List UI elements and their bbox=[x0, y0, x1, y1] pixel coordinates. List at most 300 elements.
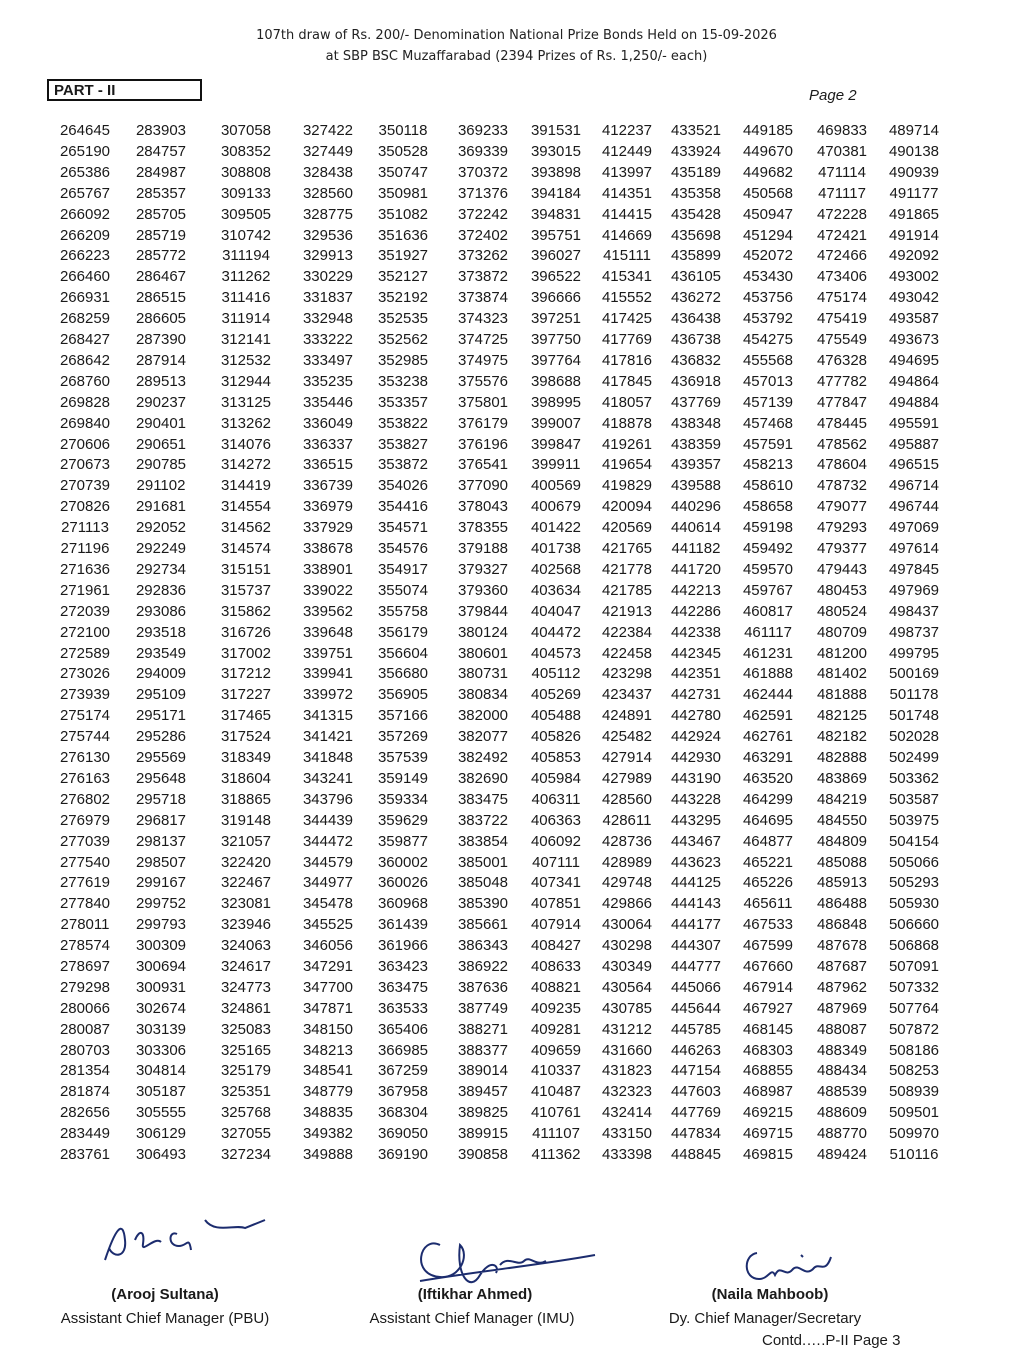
bond-number: 444777 bbox=[670, 958, 722, 975]
bond-number: 457468 bbox=[742, 415, 794, 432]
bond-number: 432323 bbox=[601, 1083, 653, 1100]
bond-number: 494884 bbox=[888, 394, 940, 411]
bond-number: 377090 bbox=[457, 477, 509, 494]
bond-number: 502499 bbox=[888, 749, 940, 766]
bond-number: 295718 bbox=[135, 791, 187, 808]
bond-number: 421778 bbox=[601, 561, 653, 578]
bond-number: 497614 bbox=[888, 540, 940, 557]
bond-number: 317212 bbox=[220, 665, 272, 682]
bond-number: 445066 bbox=[670, 979, 722, 996]
bond-number: 458658 bbox=[742, 498, 794, 515]
bond-number: 490939 bbox=[888, 164, 940, 181]
bond-number: 277039 bbox=[59, 833, 111, 850]
bond-number: 443295 bbox=[670, 812, 722, 829]
bond-number: 339751 bbox=[302, 645, 354, 662]
bond-number: 335235 bbox=[302, 373, 354, 390]
signatory-3-title: Dy. Chief Manager/Secretary bbox=[668, 1310, 862, 1327]
bond-number: 473406 bbox=[816, 268, 868, 285]
bond-number: 508253 bbox=[888, 1062, 940, 1079]
bond-number: 369050 bbox=[377, 1125, 429, 1142]
bond-number: 272589 bbox=[59, 645, 111, 662]
bond-number: 421913 bbox=[601, 603, 653, 620]
bond-number: 475549 bbox=[816, 331, 868, 348]
bond-number: 380731 bbox=[457, 665, 509, 682]
bond-number: 266460 bbox=[59, 268, 111, 285]
bond-number: 336739 bbox=[302, 477, 354, 494]
bond-number: 396522 bbox=[530, 268, 582, 285]
bond-number: 439357 bbox=[670, 456, 722, 473]
bond-number: 293549 bbox=[135, 645, 187, 662]
bond-number: 347871 bbox=[302, 1000, 354, 1017]
bond-number: 429866 bbox=[601, 895, 653, 912]
bond-number: 500169 bbox=[888, 665, 940, 682]
bond-number: 502028 bbox=[888, 728, 940, 745]
bond-number: 280087 bbox=[59, 1021, 111, 1038]
bond-number: 271961 bbox=[59, 582, 111, 599]
bond-number: 452072 bbox=[742, 247, 794, 264]
bond-number: 484550 bbox=[816, 812, 868, 829]
bond-number: 387749 bbox=[457, 1000, 509, 1017]
bond-number: 487969 bbox=[816, 1000, 868, 1017]
bond-number: 417425 bbox=[601, 310, 653, 327]
bond-number: 365406 bbox=[377, 1021, 429, 1038]
bond-number: 506660 bbox=[888, 916, 940, 933]
bond-number: 386343 bbox=[457, 937, 509, 954]
bond-number: 396666 bbox=[530, 289, 582, 306]
bond-number: 336049 bbox=[302, 415, 354, 432]
bond-number: 278011 bbox=[60, 916, 110, 933]
bond-number: 399847 bbox=[530, 436, 582, 453]
bond-number: 325351 bbox=[220, 1083, 272, 1100]
bond-number: 311262 bbox=[221, 268, 271, 285]
bond-number: 292734 bbox=[135, 561, 187, 578]
bond-number: 304814 bbox=[135, 1062, 187, 1079]
bond-number: 336337 bbox=[302, 436, 354, 453]
bond-number: 446263 bbox=[670, 1042, 722, 1059]
bond-number: 436738 bbox=[670, 331, 722, 348]
bond-number: 399911 bbox=[531, 456, 581, 473]
bond-number: 355758 bbox=[377, 603, 429, 620]
bond-number: 383854 bbox=[457, 833, 509, 850]
bond-number: 400679 bbox=[530, 498, 582, 515]
bond-number: 484219 bbox=[816, 791, 868, 808]
signatory-2-name: (Iftikhar Ahmed) bbox=[417, 1286, 533, 1303]
bond-number: 278574 bbox=[59, 937, 111, 954]
bond-number: 505293 bbox=[888, 874, 940, 891]
bond-number: 424891 bbox=[601, 707, 653, 724]
bond-number: 295569 bbox=[135, 749, 187, 766]
bond-number: 471114 bbox=[818, 164, 866, 181]
bond-number: 294009 bbox=[135, 665, 187, 682]
bond-number: 492092 bbox=[888, 247, 940, 264]
bond-number: 467660 bbox=[742, 958, 794, 975]
bond-number: 488434 bbox=[816, 1062, 868, 1079]
bond-number: 481888 bbox=[816, 686, 868, 703]
bond-number: 318604 bbox=[220, 770, 272, 787]
bond-number: 457139 bbox=[742, 394, 794, 411]
bond-number: 393015 bbox=[530, 143, 582, 160]
bond-number: 361966 bbox=[377, 937, 429, 954]
bond-number: 292836 bbox=[135, 582, 187, 599]
continued-note: Contd.….P-II Page 3 bbox=[762, 1332, 901, 1349]
bond-number: 493002 bbox=[888, 268, 940, 285]
bond-number: 276979 bbox=[59, 812, 111, 829]
bond-number: 495591 bbox=[888, 415, 940, 432]
bond-number: 372242 bbox=[457, 206, 509, 223]
bond-number: 336979 bbox=[302, 498, 354, 515]
bond-number: 459767 bbox=[742, 582, 794, 599]
bond-number: 423298 bbox=[601, 665, 653, 682]
bond-number: 428560 bbox=[601, 791, 653, 808]
bond-number: 481200 bbox=[816, 645, 868, 662]
bond-number: 269840 bbox=[59, 415, 111, 432]
bond-number: 405853 bbox=[530, 749, 582, 766]
bond-number: 428611 bbox=[602, 812, 652, 829]
bond-number: 359629 bbox=[377, 812, 429, 829]
bond-number: 376179 bbox=[457, 415, 509, 432]
bond-number: 491865 bbox=[888, 206, 940, 223]
bond-number: 352562 bbox=[377, 331, 429, 348]
bond-number: 379360 bbox=[457, 582, 509, 599]
bond-number: 501178 bbox=[889, 686, 939, 703]
bond-number: 382492 bbox=[457, 749, 509, 766]
bond-number: 451294 bbox=[742, 227, 794, 244]
bond-number: 411362 bbox=[531, 1146, 581, 1163]
bond-number: 290401 bbox=[135, 415, 187, 432]
bond-number: 467599 bbox=[742, 937, 794, 954]
bond-number: 383475 bbox=[457, 791, 509, 808]
bond-number: 265386 bbox=[59, 164, 111, 181]
bond-number: 497969 bbox=[888, 582, 940, 599]
bond-number: 332948 bbox=[302, 310, 354, 327]
bond-number: 314574 bbox=[220, 540, 272, 557]
bond-number: 405826 bbox=[530, 728, 582, 745]
bond-number: 321057 bbox=[220, 833, 272, 850]
bond-number: 277619 bbox=[59, 874, 111, 891]
bond-number: 428989 bbox=[601, 854, 653, 871]
bond-number: 442286 bbox=[670, 603, 722, 620]
bond-number: 440614 bbox=[670, 519, 722, 536]
bond-number: 373872 bbox=[457, 268, 509, 285]
bond-number: 453756 bbox=[742, 289, 794, 306]
bond-number: 306493 bbox=[135, 1146, 187, 1163]
bond-number: 283903 bbox=[135, 122, 187, 139]
bond-number: 285357 bbox=[135, 185, 187, 202]
bond-number: 273939 bbox=[59, 686, 111, 703]
bond-number: 317002 bbox=[220, 645, 272, 662]
bond-number: 339022 bbox=[302, 582, 354, 599]
bond-number: 460817 bbox=[742, 603, 794, 620]
bond-number: 337929 bbox=[302, 519, 354, 536]
bond-number: 325179 bbox=[220, 1062, 272, 1079]
bond-number: 461231 bbox=[742, 645, 794, 662]
bond-number: 389825 bbox=[457, 1104, 509, 1121]
bond-number: 330229 bbox=[302, 268, 354, 285]
bond-number: 389457 bbox=[457, 1083, 509, 1100]
bond-number: 449682 bbox=[742, 164, 794, 181]
bond-number: 436918 bbox=[670, 373, 722, 390]
bond-number: 283761 bbox=[59, 1146, 111, 1163]
bond-number: 488087 bbox=[816, 1021, 868, 1038]
bond-number: 443190 bbox=[670, 770, 722, 787]
bond-number: 410761 bbox=[530, 1104, 582, 1121]
bond-number: 414669 bbox=[601, 227, 653, 244]
bond-number: 287914 bbox=[135, 352, 187, 369]
bond-number: 401422 bbox=[530, 519, 582, 536]
bond-number: 479377 bbox=[816, 540, 868, 557]
bond-number: 488349 bbox=[816, 1042, 868, 1059]
bond-number: 300694 bbox=[135, 958, 187, 975]
bond-number: 417845 bbox=[601, 373, 653, 390]
bond-number: 427914 bbox=[601, 749, 653, 766]
bond-number: 485913 bbox=[816, 874, 868, 891]
bond-number: 276130 bbox=[59, 749, 111, 766]
bond-number: 277840 bbox=[59, 895, 111, 912]
bond-number: 463291 bbox=[742, 749, 794, 766]
bond-number: 400569 bbox=[530, 477, 582, 494]
bond-number: 442351 bbox=[670, 665, 722, 682]
bond-number: 308352 bbox=[220, 143, 272, 160]
bond-number: 482888 bbox=[816, 749, 868, 766]
bond-number: 449670 bbox=[742, 143, 794, 160]
bond-number: 478604 bbox=[816, 456, 868, 473]
bond-number: 467914 bbox=[742, 979, 794, 996]
bond-number: 271636 bbox=[59, 561, 111, 578]
bond-number: 355074 bbox=[377, 582, 429, 599]
bond-number: 363533 bbox=[377, 1000, 429, 1017]
bond-number: 376196 bbox=[457, 436, 509, 453]
prize-bond-number-grid bbox=[0, 122, 1033, 1172]
bond-number: 309133 bbox=[220, 185, 272, 202]
bond-number: 510116 bbox=[889, 1146, 939, 1163]
bond-number: 313262 bbox=[220, 415, 272, 432]
bond-number: 420094 bbox=[601, 498, 653, 515]
bond-number: 352535 bbox=[377, 310, 429, 327]
bond-number: 286515 bbox=[135, 289, 187, 306]
part-label: PART - II bbox=[47, 79, 202, 101]
bond-number: 380601 bbox=[457, 645, 509, 662]
bond-number: 435899 bbox=[670, 247, 722, 264]
bond-number: 408821 bbox=[530, 979, 582, 996]
bond-number: 483869 bbox=[816, 770, 868, 787]
bond-number: 488770 bbox=[816, 1125, 868, 1142]
bond-number: 278697 bbox=[59, 958, 111, 975]
bond-number: 341421 bbox=[302, 728, 354, 745]
bond-number: 373874 bbox=[457, 289, 509, 306]
bond-number: 393898 bbox=[530, 164, 582, 181]
bond-number: 458213 bbox=[742, 456, 794, 473]
bond-number: 435358 bbox=[670, 185, 722, 202]
bond-number: 339648 bbox=[302, 624, 354, 641]
bond-number: 503362 bbox=[888, 770, 940, 787]
bond-number: 406311 bbox=[531, 791, 581, 808]
bond-number: 496515 bbox=[888, 456, 940, 473]
bond-number: 324773 bbox=[220, 979, 272, 996]
bond-number: 360968 bbox=[377, 895, 429, 912]
bond-number: 303306 bbox=[135, 1042, 187, 1059]
bond-number: 343241 bbox=[302, 770, 354, 787]
bond-number: 349888 bbox=[302, 1146, 354, 1163]
bond-number: 382077 bbox=[457, 728, 509, 745]
bond-number: 469833 bbox=[816, 122, 868, 139]
bond-number: 378043 bbox=[457, 498, 509, 515]
bond-number: 268427 bbox=[59, 331, 111, 348]
bond-number: 341315 bbox=[302, 707, 354, 724]
bond-number: 376541 bbox=[457, 456, 509, 473]
bond-number: 498737 bbox=[888, 624, 940, 641]
bond-number: 469715 bbox=[742, 1125, 794, 1142]
bond-number: 315151 bbox=[220, 561, 272, 578]
bond-number: 369190 bbox=[377, 1146, 429, 1163]
bond-number: 333222 bbox=[302, 331, 354, 348]
bond-number: 387636 bbox=[457, 979, 509, 996]
bond-number: 348541 bbox=[302, 1062, 354, 1079]
bond-number: 327055 bbox=[220, 1125, 272, 1142]
bond-number: 464299 bbox=[742, 791, 794, 808]
bond-number: 436105 bbox=[670, 268, 722, 285]
bond-number: 360026 bbox=[377, 874, 429, 891]
bond-number: 336515 bbox=[302, 456, 354, 473]
bond-number: 306129 bbox=[135, 1125, 187, 1142]
bond-number: 350528 bbox=[377, 143, 429, 160]
bond-number: 317227 bbox=[220, 686, 272, 703]
bond-number: 493673 bbox=[888, 331, 940, 348]
bond-number: 312944 bbox=[220, 373, 272, 390]
bond-number: 349382 bbox=[302, 1125, 354, 1142]
bond-number: 271196 bbox=[60, 540, 110, 557]
bond-number: 388271 bbox=[457, 1021, 509, 1038]
bond-number: 264645 bbox=[59, 122, 111, 139]
bond-number: 379844 bbox=[457, 603, 509, 620]
bond-number: 467533 bbox=[742, 916, 794, 933]
bond-number: 458610 bbox=[742, 477, 794, 494]
bond-number: 414415 bbox=[601, 206, 653, 223]
bond-number: 454275 bbox=[742, 331, 794, 348]
bond-number: 418057 bbox=[601, 394, 653, 411]
bond-number: 487687 bbox=[816, 958, 868, 975]
bond-number: 282656 bbox=[59, 1104, 111, 1121]
bond-number: 268760 bbox=[59, 373, 111, 390]
bond-number: 333497 bbox=[302, 352, 354, 369]
bond-number: 319148 bbox=[220, 812, 272, 829]
bond-number: 472466 bbox=[816, 247, 868, 264]
bond-number: 449185 bbox=[742, 122, 794, 139]
bond-number: 430064 bbox=[601, 916, 653, 933]
bond-number: 402568 bbox=[530, 561, 582, 578]
draw-venue: at SBP BSC Muzaffarabad (2394 Prizes of Rs. 1,250/- each) bbox=[325, 49, 708, 64]
bond-number: 480709 bbox=[816, 624, 868, 641]
bond-number: 329913 bbox=[302, 247, 354, 264]
bond-number: 487678 bbox=[816, 937, 868, 954]
bond-number: 441720 bbox=[670, 561, 722, 578]
bond-number: 407111 bbox=[532, 854, 580, 871]
bond-number: 468855 bbox=[742, 1062, 794, 1079]
bond-number: 437769 bbox=[670, 394, 722, 411]
bond-number: 348779 bbox=[302, 1083, 354, 1100]
bond-number: 504154 bbox=[888, 833, 940, 850]
signature-naila-mahboob bbox=[735, 1235, 845, 1290]
bond-number: 293518 bbox=[135, 624, 187, 641]
bond-number: 480453 bbox=[816, 582, 868, 599]
bond-number: 479293 bbox=[816, 519, 868, 536]
bond-number: 399007 bbox=[530, 415, 582, 432]
bond-number: 351636 bbox=[377, 227, 429, 244]
bond-number: 472228 bbox=[816, 206, 868, 223]
bond-number: 394184 bbox=[530, 185, 582, 202]
bond-number: 353827 bbox=[377, 436, 429, 453]
bond-number: 507764 bbox=[888, 1000, 940, 1017]
bond-number: 461117 bbox=[744, 624, 792, 641]
bond-number: 318865 bbox=[220, 791, 272, 808]
bond-number: 318349 bbox=[220, 749, 272, 766]
bond-number: 313125 bbox=[220, 394, 272, 411]
bond-number: 487962 bbox=[816, 979, 868, 996]
bond-number: 356604 bbox=[377, 645, 429, 662]
bond-number: 315737 bbox=[220, 582, 272, 599]
bond-number: 265190 bbox=[59, 143, 111, 160]
bond-number: 415111 bbox=[603, 247, 651, 264]
bond-number: 505930 bbox=[888, 895, 940, 912]
bond-number: 300309 bbox=[135, 937, 187, 954]
bond-number: 290237 bbox=[135, 394, 187, 411]
bond-number: 479077 bbox=[816, 498, 868, 515]
bond-number: 389915 bbox=[457, 1125, 509, 1142]
bond-number: 482125 bbox=[816, 707, 868, 724]
bond-number: 339562 bbox=[302, 603, 354, 620]
bond-number: 494864 bbox=[888, 373, 940, 390]
bond-number: 443467 bbox=[670, 833, 722, 850]
bond-number: 388377 bbox=[457, 1042, 509, 1059]
bond-number: 464877 bbox=[742, 833, 794, 850]
bond-number: 432414 bbox=[601, 1104, 653, 1121]
bond-number: 508939 bbox=[888, 1083, 940, 1100]
bond-number: 436438 bbox=[670, 310, 722, 327]
bond-number: 406092 bbox=[530, 833, 582, 850]
bond-number: 478562 bbox=[816, 436, 868, 453]
bond-number: 289513 bbox=[135, 373, 187, 390]
bond-number: 405488 bbox=[530, 707, 582, 724]
bond-number: 328775 bbox=[302, 206, 354, 223]
bond-number: 430564 bbox=[601, 979, 653, 996]
bond-number: 290785 bbox=[135, 456, 187, 473]
bond-number: 373262 bbox=[457, 247, 509, 264]
bond-number: 270826 bbox=[59, 498, 111, 515]
bond-number: 276163 bbox=[59, 770, 111, 787]
bond-number: 479443 bbox=[816, 561, 868, 578]
bond-number: 477782 bbox=[816, 373, 868, 390]
bond-number: 317465 bbox=[220, 707, 272, 724]
bond-number: 417769 bbox=[601, 331, 653, 348]
bond-number: 371376 bbox=[457, 185, 509, 202]
bond-number: 382690 bbox=[457, 770, 509, 787]
bond-number: 462761 bbox=[742, 728, 794, 745]
bond-number: 497845 bbox=[888, 561, 940, 578]
bond-number: 507091 bbox=[888, 958, 940, 975]
bond-number: 486488 bbox=[816, 895, 868, 912]
bond-number: 468145 bbox=[742, 1021, 794, 1038]
bond-number: 447834 bbox=[670, 1125, 722, 1142]
bond-number: 470381 bbox=[816, 143, 868, 160]
bond-number: 374975 bbox=[457, 352, 509, 369]
bond-number: 447603 bbox=[670, 1083, 722, 1100]
bond-number: 439588 bbox=[670, 477, 722, 494]
bond-number: 283449 bbox=[59, 1125, 111, 1142]
page-number: Page 2 bbox=[809, 87, 857, 104]
bond-number: 442930 bbox=[670, 749, 722, 766]
bond-number: 444125 bbox=[670, 874, 722, 891]
bond-number: 290651 bbox=[135, 436, 187, 453]
bond-number: 418878 bbox=[601, 415, 653, 432]
